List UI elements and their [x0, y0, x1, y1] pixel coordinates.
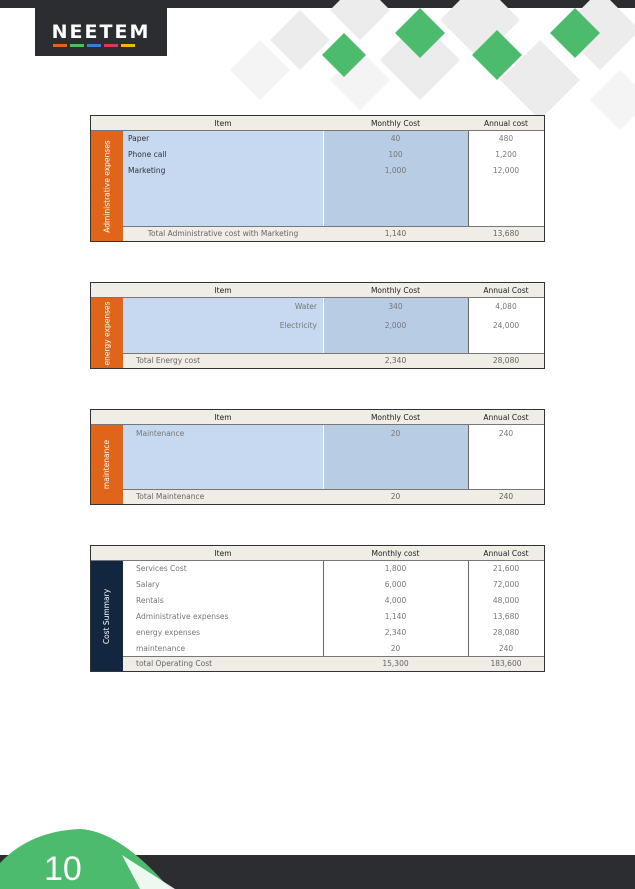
table-row-annual: 240: [498, 429, 514, 438]
header-annual: Annual Cost: [483, 413, 529, 422]
total-row: [123, 226, 544, 241]
header-annual: Annual Cost: [483, 286, 529, 295]
table-row-annual: 24,000: [492, 321, 520, 330]
table-row-item: energy expenses: [136, 628, 200, 637]
table-row-monthly: 1,000: [384, 166, 407, 175]
header-item: Item: [214, 286, 232, 295]
table-row-item: Marketing: [128, 166, 166, 175]
table-row-item: maintenance: [136, 644, 186, 653]
total-label: Total Energy cost: [136, 356, 201, 365]
side-label-summary: Cost Summary: [91, 561, 123, 671]
table-row-item: Maintenance: [136, 429, 185, 438]
side-label-admin: Administrative expenses: [91, 131, 123, 241]
total-label: Total Maintenance: [136, 492, 205, 501]
logo-text: NEETEM: [51, 21, 151, 43]
logo-color-bars: [53, 44, 135, 47]
total-annual: 183,600: [490, 659, 522, 668]
table-row-annual: 21,600: [492, 564, 520, 573]
table-row-monthly: 2,000: [384, 321, 407, 330]
table-row-monthly: 20: [390, 644, 401, 653]
table-row-monthly: 40: [390, 134, 401, 143]
total-annual: 240: [498, 492, 514, 501]
table-row-item: Salary: [136, 580, 160, 589]
table-row-item: Phone call: [128, 150, 167, 159]
table-row-annual: 480: [498, 134, 514, 143]
header-annual: Annual Cost: [483, 549, 529, 558]
total-monthly: 2,340: [384, 356, 407, 365]
table-row-annual: 240: [498, 644, 514, 653]
header-item: Item: [214, 549, 232, 558]
table-row-monthly: 2,340: [384, 628, 407, 637]
side-label-maintenance: maintenance: [91, 425, 123, 504]
table-row-annual: 4,080: [495, 302, 517, 311]
total-label: Total Administrative cost with Marketing: [147, 229, 299, 238]
header-monthly: Monthly Cost: [370, 119, 421, 128]
table-row-monthly: 1,800: [384, 564, 407, 573]
table-row-monthly: 1,140: [384, 612, 407, 621]
total-monthly: 20: [390, 492, 401, 501]
logo: [35, 8, 167, 56]
monthly-column-bg: [323, 131, 468, 226]
table-header: [91, 410, 544, 425]
table-row-annual: 13,680: [492, 612, 520, 621]
header-monthly: Monthly cost: [371, 549, 420, 558]
total-annual: 28,080: [492, 356, 520, 365]
table-row-annual: 72,000: [492, 580, 520, 589]
table-row-item: Services Cost: [136, 564, 187, 573]
table-row-annual: 48,000: [492, 596, 520, 605]
total-monthly: 1,140: [384, 229, 407, 238]
total-row: [123, 489, 544, 504]
table-header: [91, 116, 544, 131]
side-label-energy: energy expenses: [91, 298, 123, 368]
table-row-item: Administrative expenses: [136, 612, 229, 621]
table-row-item: Rentals: [136, 596, 164, 605]
maintenance-table: [90, 409, 545, 505]
table-row-item: Paper: [128, 134, 150, 143]
header-monthly: Monthly Cost: [370, 286, 421, 295]
table-row-item: Water: [294, 302, 317, 311]
table-row-annual: 1,200: [495, 150, 517, 159]
table-header: [91, 283, 544, 298]
page-number: 10: [44, 850, 82, 888]
header-annual: Annual cost: [483, 119, 528, 128]
table-header: [91, 546, 544, 561]
header-monthly: Monthly Cost: [370, 413, 421, 422]
total-row: [123, 656, 544, 671]
table-row-monthly: 340: [388, 302, 403, 311]
table-row-monthly: 4,000: [384, 596, 407, 605]
table-row-monthly: 20: [390, 429, 401, 438]
total-label: total Operating Cost: [136, 659, 213, 668]
total-monthly: 15,300: [382, 659, 409, 668]
header-item: Item: [214, 413, 232, 422]
header-item: Item: [214, 119, 232, 128]
energy-expenses-table: [90, 282, 545, 369]
total-row: [123, 353, 544, 368]
table-row-monthly: 100: [388, 150, 403, 159]
admin-expenses-table: [90, 115, 545, 242]
table-row-annual: 28,080: [492, 628, 520, 637]
table-row-annual: 12,000: [492, 166, 520, 175]
total-annual: 13,680: [492, 229, 520, 238]
item-column-bg: [123, 131, 323, 226]
table-row-item: Electricity: [279, 321, 317, 330]
table-row-monthly: 6,000: [384, 580, 407, 589]
footer-green-shape: [0, 825, 200, 889]
cost-summary-table: [90, 545, 545, 672]
